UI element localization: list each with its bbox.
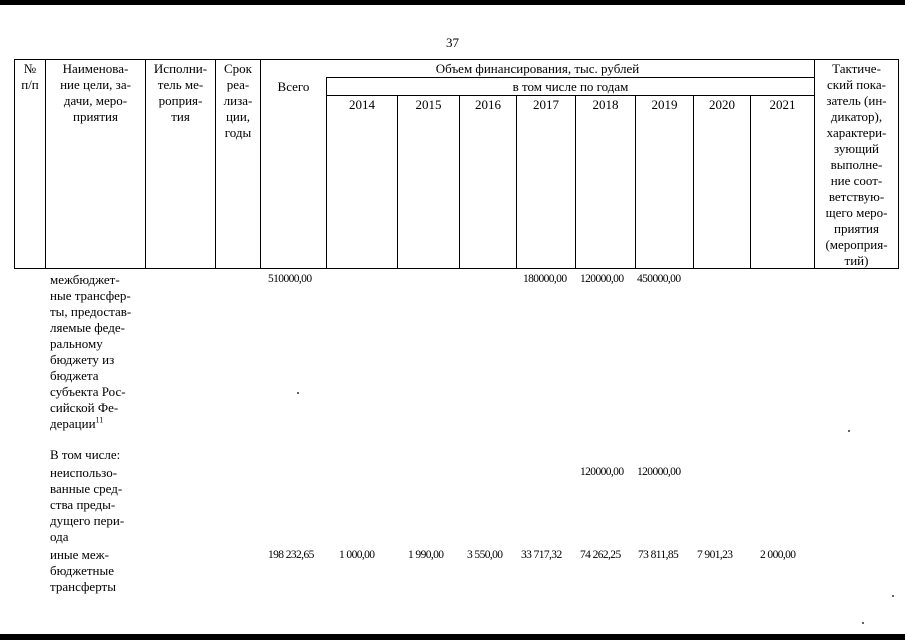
page-number: 37 <box>446 35 459 50</box>
scan-speck <box>862 622 864 624</box>
header-year-2018: 2018 <box>592 97 619 112</box>
row1-2017: 180000,00 <box>523 273 567 285</box>
row1-2018: 120000,00 <box>580 273 624 285</box>
row1-total: 510000,00 <box>268 273 312 285</box>
table-header <box>0 0 905 270</box>
header-total: Всего <box>277 79 310 94</box>
row1-2019: 450000,00 <box>637 273 681 285</box>
row-name-other-transfers: иные меж- бюджетные трансферты <box>50 547 116 594</box>
row4-2015: 1 990,00 <box>408 549 444 561</box>
row4-2016: 3 550,00 <box>467 549 503 561</box>
scan-speck <box>848 430 850 432</box>
scan-speck <box>892 595 894 597</box>
header-year-2020: 2020 <box>709 97 735 112</box>
row-name-transfers <box>50 272 146 432</box>
header-name: Наименова- ние цели, за- дачи, меро- приятия <box>60 61 131 124</box>
header-year-2017: 2017 <box>533 97 559 112</box>
header-indicator: Тактиче- ский пока- затель (ин- дикатор), характери- зующий выполне- ние соот- ветствую- щего меро- приятия (мероприя- тий) <box>825 61 888 268</box>
row4-2018: 74 262,25 <box>580 549 621 561</box>
scan-speck <box>297 392 299 394</box>
row4-total: 198 232,65 <box>268 549 314 561</box>
header-period: Срок реа- лиза- ции, годы <box>223 61 253 140</box>
header-year-2015: 2015 <box>415 97 442 112</box>
row-name-unused-funds: неиспользо- ванные сред- ства преды- дущего пери- ода <box>50 465 125 544</box>
header-year-2019: 2019 <box>651 97 678 112</box>
header-year-2021: 2021 <box>769 97 796 112</box>
row4-2020: 7 901,23 <box>697 549 733 561</box>
header-year-2014: 2014 <box>349 97 375 112</box>
row-name-including: В том числе: <box>50 447 121 462</box>
header-by-years: в том числе по годам <box>512 79 629 94</box>
footnote-mark: 11 <box>95 415 104 425</box>
header-num: № п/п <box>21 61 39 92</box>
bottom-scan-border <box>0 634 905 640</box>
row3-2018: 120000,00 <box>580 466 624 478</box>
row4-2017: 33 717,32 <box>521 549 562 561</box>
row-name-transfers-text: межбюджет- ные трансфер- ты, предостав- ляемые феде- ральному бюджету из бюджета субъекта Рос- сийской Фе- дерации <box>50 272 132 431</box>
row4-2019: 73 811,85 <box>638 549 679 561</box>
header-funding: Объем финансирования, тыс. рублей <box>435 61 640 76</box>
row4-2014: 1 000,00 <box>339 549 375 561</box>
header-executor: Исполни- тель ме- роприя- тия <box>153 61 208 124</box>
header-year-2016: 2016 <box>475 97 501 112</box>
row3-2019: 120000,00 <box>637 466 681 478</box>
row4-2021: 2 000,00 <box>760 549 796 561</box>
